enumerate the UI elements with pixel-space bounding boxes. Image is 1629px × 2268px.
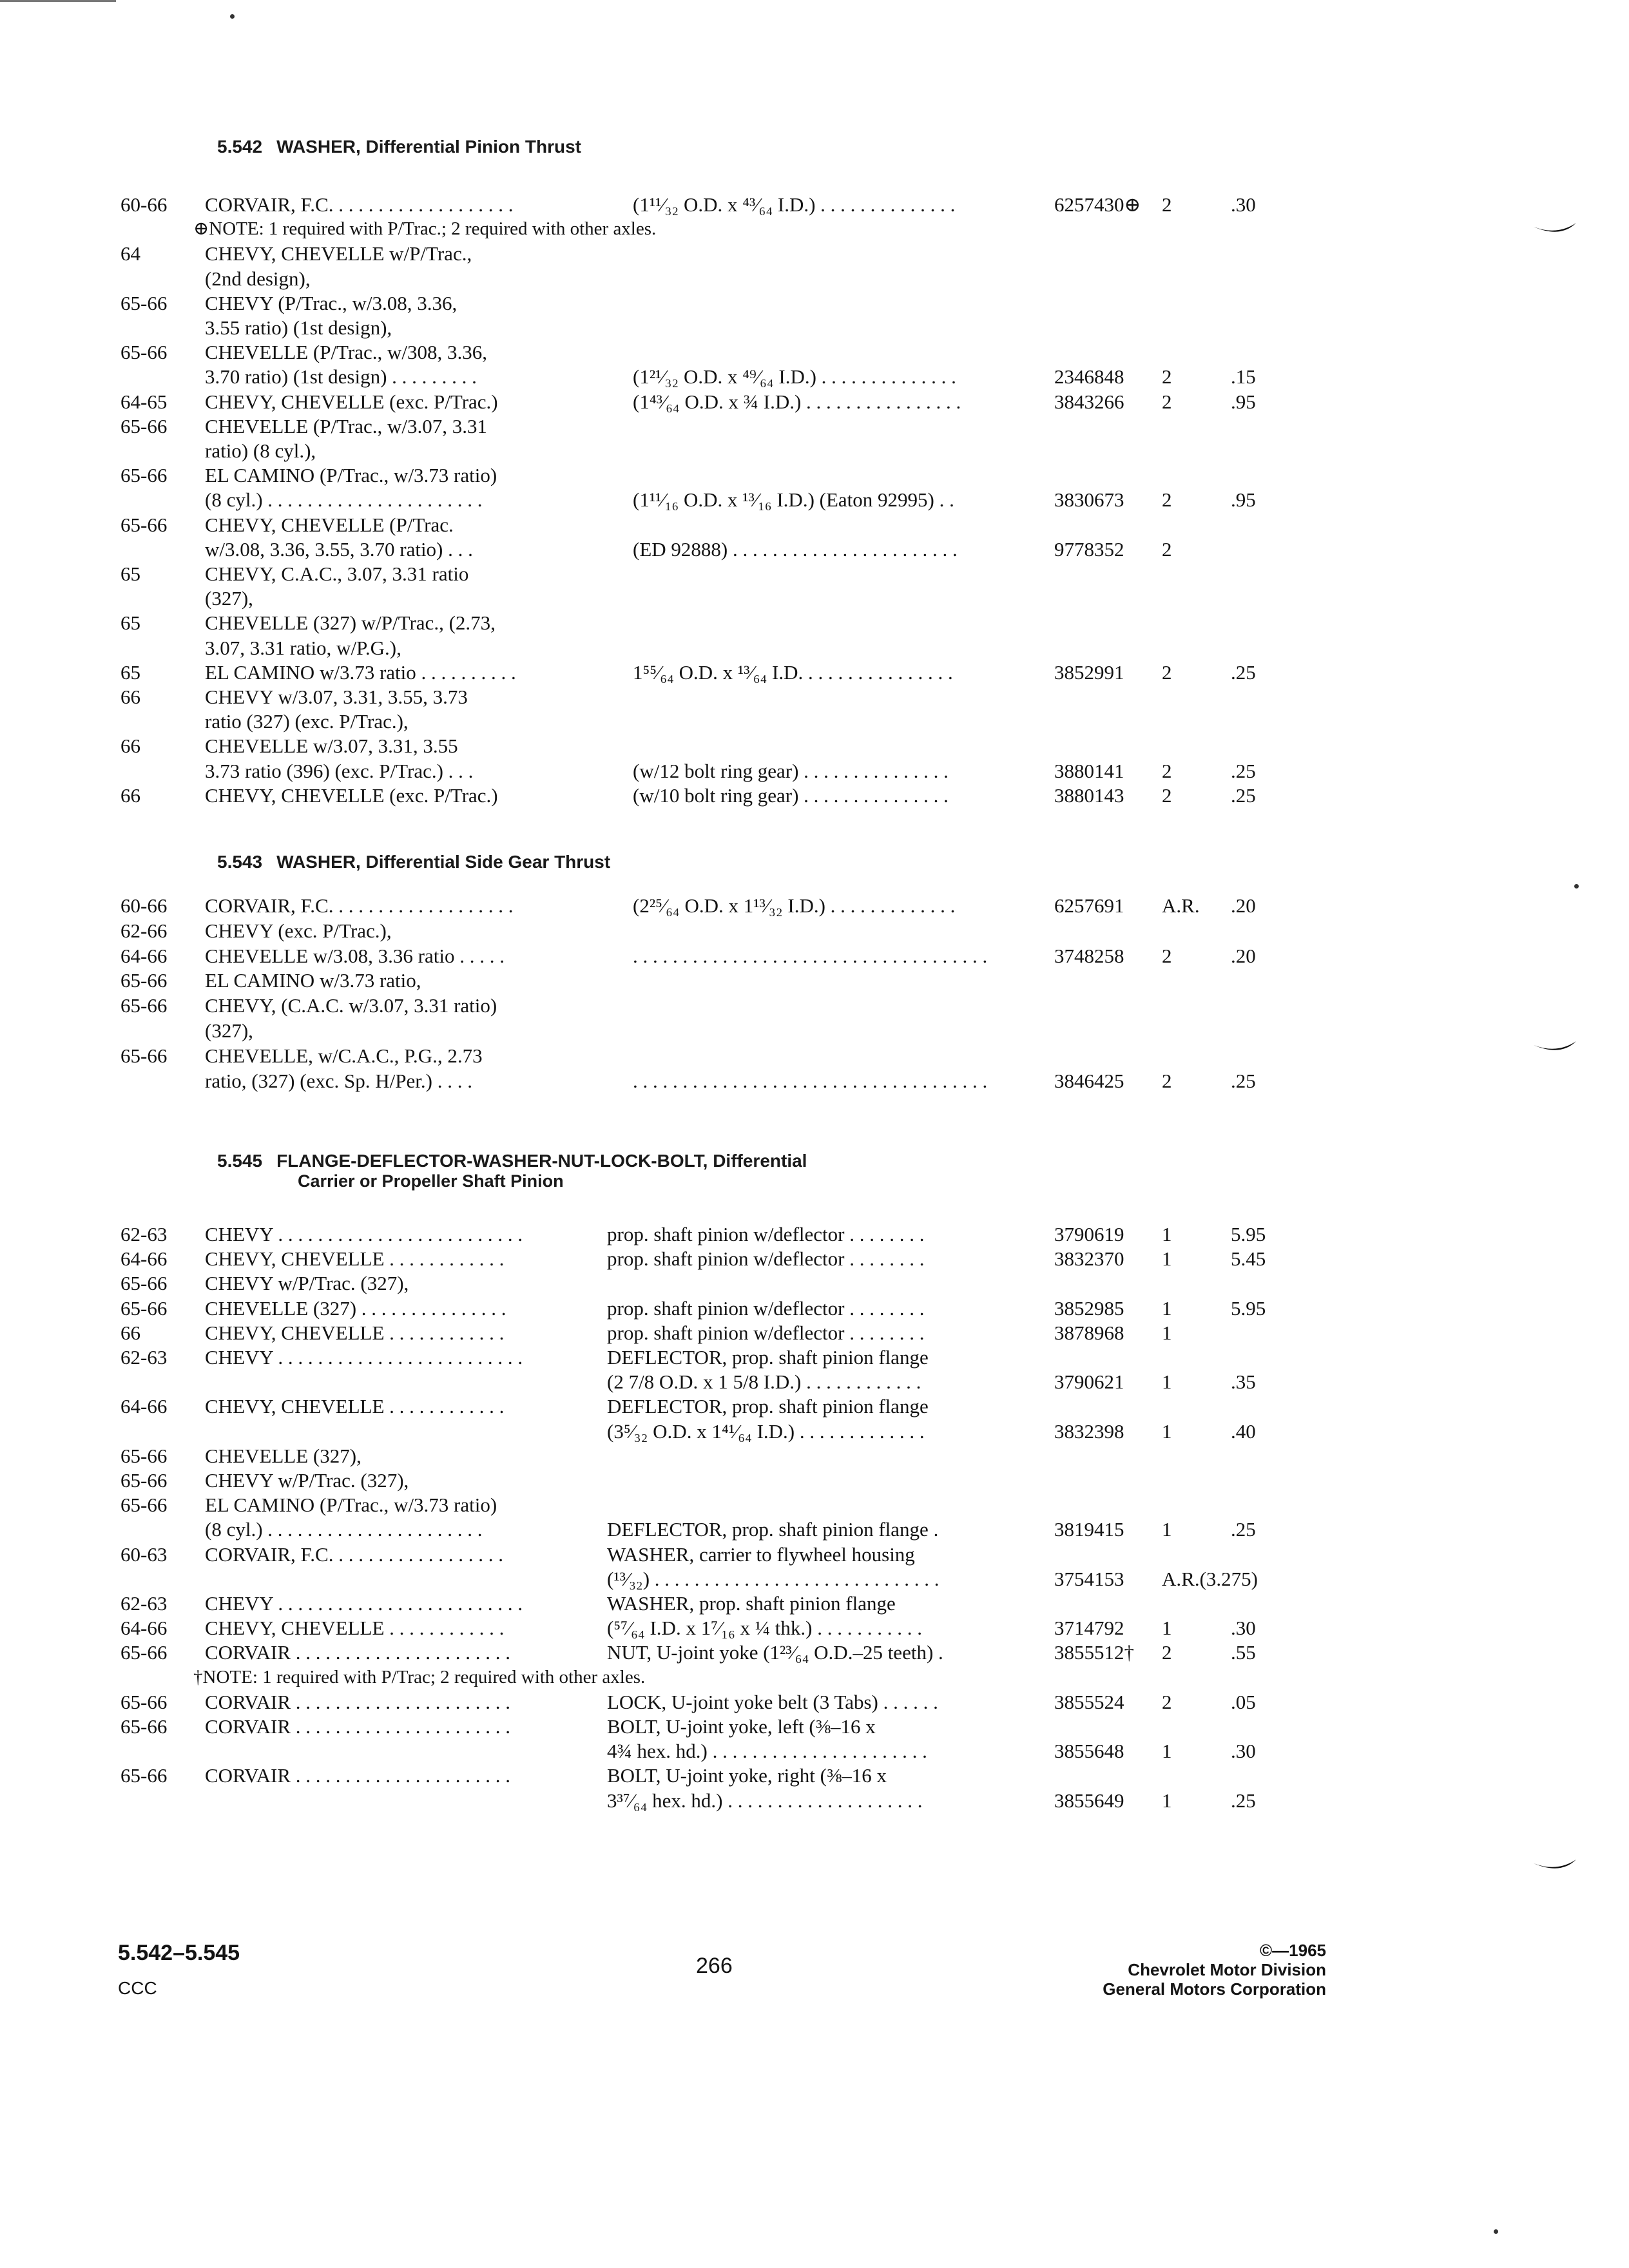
cell-mod: CHEVY, CHEVELLE w/P/Trac., [205, 242, 472, 265]
cell-desc2: DEFLECTOR, prop. shaft pinion flange [607, 1346, 929, 1369]
cell-desc2: 3³⁷⁄₆₄ hex. hd.) . . . . . . . . . . . . . . . . . . . . [607, 1789, 923, 1812]
footer-publisher [1103, 1941, 1326, 1999]
binder-mark [1532, 1856, 1577, 1875]
cell-mod: (327), [205, 1019, 253, 1042]
cell-part: 3754153 [1054, 1568, 1124, 1590]
cell-yr: 65-66 [120, 292, 168, 314]
cell-desc2: prop. shaft pinion w/deflector . . . . . . . . [607, 1297, 925, 1320]
section-heading-5543 [217, 852, 610, 872]
cell-desc2: BOLT, U-joint yoke, left (⅜–16 x [607, 1715, 876, 1738]
cell-price: .25 [1231, 1518, 1256, 1541]
cell-mod: CHEVELLE (327) w/P/Trac., (2.73, [205, 611, 496, 634]
cell-price: .15 [1231, 365, 1256, 388]
cell-mod: CHEVY, CHEVELLE (exc. P/Trac.) [205, 784, 498, 807]
cell-desc2: (¹³⁄₃₂) . . . . . . . . . . . . . . . . . . . . . . . . . . . . . [607, 1568, 940, 1590]
cell-yr: 65 [120, 562, 140, 585]
cell-mod: EL CAMINO (P/Trac., w/3.73 ratio) [205, 464, 497, 486]
cell-yr: 66 [120, 1321, 140, 1344]
cell-qty: 1 [1162, 1518, 1172, 1541]
cell-part: 2346848 [1054, 365, 1124, 388]
cell-mod: CHEVY . . . . . . . . . . . . . . . . . . . . . . . . . [205, 1346, 523, 1369]
cell-part: 6257430⊕ [1054, 193, 1141, 216]
cell-price: .05 [1231, 1691, 1256, 1713]
cell-part: 6257691 [1054, 894, 1124, 917]
cell-part: 3819415 [1054, 1518, 1124, 1541]
cell-part: 9778352 [1054, 538, 1124, 561]
cell-mod: 3.70 ratio) (1st design) . . . . . . . . . [205, 365, 477, 388]
cell-yr: 65-66 [120, 415, 168, 437]
cell-yr: 64 [120, 242, 140, 265]
cell-price: .95 [1231, 390, 1256, 413]
cell-mod: CHEVY . . . . . . . . . . . . . . . . . . . . . . . . . [205, 1223, 523, 1245]
cell-yr: 65-66 [120, 1469, 168, 1492]
cell-qty: 2 [1162, 784, 1172, 807]
cell-mod: EL CAMINO (P/Trac., w/3.73 ratio) [205, 1494, 497, 1516]
cell-price: .25 [1231, 661, 1256, 684]
section-number: 5.545 [217, 1151, 263, 1171]
cell-mod: (2nd design), [205, 267, 311, 290]
cell-yr: 60-66 [120, 193, 168, 216]
cell-price: .30 [1231, 1740, 1256, 1762]
section-title: FLANGE-DEFLECTOR-WASHER-NUT-LOCK-BOLT, Differential [276, 1151, 807, 1171]
cell-desc: (w/12 bolt ring gear) . . . . . . . . . . . . . . . [633, 760, 949, 782]
cell-mod: 3.07, 3.31 ratio, w/P.G.), [205, 637, 401, 659]
cell-price: .30 [1231, 193, 1256, 216]
cell-part: 3714792 [1054, 1617, 1124, 1639]
cell-mod: CHEVELLE, w/C.A.C., P.G., 2.73 [205, 1044, 483, 1067]
cell-qty: 1 [1162, 1740, 1172, 1762]
footer-corporation: General Motors Corporation [1103, 1979, 1326, 1999]
cell-yr: 65-66 [120, 1494, 168, 1516]
cell-qty: 1 [1162, 1789, 1172, 1812]
cell-qty: 1 [1162, 1321, 1172, 1344]
cell-yr: 64-66 [120, 945, 168, 967]
scan-dot [230, 14, 235, 19]
cell-yr: 66 [120, 686, 140, 708]
cell-desc2: prop. shaft pinion w/deflector . . . . . . . . [607, 1247, 925, 1270]
cell-price: .20 [1231, 894, 1256, 917]
cell-qty: 2 [1162, 488, 1172, 511]
cell-mod: CORVAIR, F.C. . . . . . . . . . . . . . . . . . . [205, 894, 514, 917]
cell-yr: 65-66 [120, 1641, 168, 1664]
cell-mod: CHEVY w/P/Trac. (327), [205, 1469, 409, 1492]
cell-mod: CHEVY w/P/Trac. (327), [205, 1272, 409, 1294]
cell-desc2: (3⁵⁄₃₂ O.D. x 1⁴¹⁄₆₄ I.D.) . . . . . . . . . . . . . [607, 1420, 925, 1443]
cell-desc: (ED 92888) . . . . . . . . . . . . . . . . . . . . . . . [633, 538, 958, 561]
cell-yr: 64-66 [120, 1395, 168, 1418]
cell-qty: 1 [1162, 1617, 1172, 1639]
cell-part: 3880141 [1054, 760, 1124, 782]
cell-desc: (2²⁵⁄₆₄ O.D. x 1¹³⁄₃₂ I.D.) . . . . . . . . . . . . . [633, 894, 956, 917]
cell-qty: 2 [1162, 193, 1172, 216]
cell-yr: 65-66 [120, 1715, 168, 1738]
cell-mod: 3.73 ratio (396) (exc. P/Trac.) . . . [205, 760, 474, 782]
cell-mod: ratio (327) (exc. P/Trac.), [205, 710, 409, 733]
cell-desc: . . . . . . . . . . . . . . . . . . . . . . . . . . . . . . . . . . . . [633, 945, 988, 967]
cell-mod: CHEVELLE w/3.08, 3.36 ratio . . . . . [205, 945, 505, 967]
cell-yr: 65-66 [120, 1044, 168, 1067]
cell-desc2: prop. shaft pinion w/deflector . . . . . . . . [607, 1223, 925, 1245]
cell-part: 3748258 [1054, 945, 1124, 967]
cell-price: .25 [1231, 784, 1256, 807]
cell-price: .25 [1231, 760, 1256, 782]
cell-yr: 65-66 [120, 1297, 168, 1320]
cell-price: 5.95 [1231, 1223, 1266, 1245]
cell-yr: 64-66 [120, 1247, 168, 1270]
cell-yr: 65 [120, 611, 140, 634]
cell-desc: (1⁴³⁄₆₄ O.D. x ¾ I.D.) . . . . . . . . . . . . . . . . [633, 390, 961, 413]
cell-mod: CHEVY . . . . . . . . . . . . . . . . . . . . . . . . . [205, 1592, 523, 1615]
cell-qty: 2 [1162, 1691, 1172, 1713]
cell-price: .55 [1231, 1641, 1256, 1664]
cell-mod: (8 cyl.) . . . . . . . . . . . . . . . . . . . . . . [205, 488, 483, 511]
cell-qty: 2 [1162, 1070, 1172, 1092]
cell-desc2: WASHER, carrier to flywheel housing [607, 1543, 915, 1566]
cell-desc: (1¹¹⁄₁₆ O.D. x ¹³⁄₁₆ I.D.) (Eaton 92995) . . [633, 488, 954, 511]
binder-mark [1532, 219, 1577, 238]
cell-qty: 1 [1162, 1223, 1172, 1245]
cell-part: 3855524 [1054, 1691, 1124, 1713]
cell-part: 3832398 [1054, 1420, 1124, 1443]
cell-mod: CHEVY, CHEVELLE . . . . . . . . . . . . [205, 1247, 505, 1270]
cell-qty: 2 [1162, 365, 1172, 388]
cell-qty: 1 [1162, 1247, 1172, 1270]
cell-mod: CHEVY, CHEVELLE . . . . . . . . . . . . [205, 1395, 505, 1418]
cell-desc: (1²¹⁄₃₂ O.D. x ⁴⁹⁄₆₄ I.D.) . . . . . . . . . . . . . . [633, 365, 956, 388]
cell-qty: 1 [1162, 1420, 1172, 1443]
cell-mod: CHEVY, C.A.C., 3.07, 3.31 ratio [205, 562, 469, 585]
cell-mod: CHEVELLE (P/Trac., w/3.07, 3.31 [205, 415, 487, 437]
cell-mod: CHEVELLE (327), [205, 1445, 361, 1467]
cell-qty: A.R.(3.275) [1162, 1568, 1258, 1590]
cell-yr: 65-66 [120, 969, 168, 992]
section-number: 5.543 [217, 852, 263, 872]
cell-desc2: prop. shaft pinion w/deflector . . . . . . . . [607, 1321, 925, 1344]
section-number: 5.542 [217, 137, 263, 157]
cell-mod: CHEVELLE (P/Trac., w/308, 3.36, [205, 341, 487, 363]
cell-price: .20 [1231, 945, 1256, 967]
cell-qty: 2 [1162, 390, 1172, 413]
cell-mod: CHEVY w/3.07, 3.31, 3.55, 3.73 [205, 686, 468, 708]
cell-price: .25 [1231, 1789, 1256, 1812]
cell-mod: ratio) (8 cyl.), [205, 439, 316, 462]
cell-yr: 62-63 [120, 1346, 168, 1369]
cell-price: 5.45 [1231, 1247, 1266, 1270]
cell-yr: 62-63 [120, 1592, 168, 1615]
cell-part: 3846425 [1054, 1070, 1124, 1092]
cell-yr: 64-66 [120, 1617, 168, 1639]
binder-mark [1532, 1037, 1577, 1057]
cell-qty: 1 [1162, 1297, 1172, 1320]
cell-mod: CORVAIR, F.C. . . . . . . . . . . . . . . . . . [205, 1543, 503, 1566]
cell-desc2: NUT, U-joint yoke (1²³⁄₆₄ O.D.–25 teeth) . [607, 1641, 943, 1664]
cell-part: 3855649 [1054, 1789, 1124, 1812]
footnote: †NOTE: 1 required with P/Trac; 2 required with other axles. [193, 1667, 646, 1687]
cell-part: 3790619 [1054, 1223, 1124, 1245]
cell-desc: (w/10 bolt ring gear) . . . . . . . . . . . . . . . [633, 784, 949, 807]
footer-division: Chevrolet Motor Division [1128, 1960, 1326, 1979]
cell-part: 3832370 [1054, 1247, 1124, 1270]
cell-mod: (327), [205, 587, 253, 610]
cell-mod: w/3.08, 3.36, 3.55, 3.70 ratio) . . . [205, 538, 473, 561]
cell-qty: 1 [1162, 1370, 1172, 1393]
cell-qty: 2 [1162, 760, 1172, 782]
cell-mod: EL CAMINO w/3.73 ratio . . . . . . . . . . [205, 661, 516, 684]
cell-mod: CHEVY, CHEVELLE . . . . . . . . . . . . [205, 1321, 505, 1344]
cell-mod: EL CAMINO w/3.73 ratio, [205, 969, 421, 992]
cell-desc2: WASHER, prop. shaft pinion flange [607, 1592, 896, 1615]
cell-yr: 60-66 [120, 894, 168, 917]
cell-part: 3852991 [1054, 661, 1124, 684]
cell-part: 3880143 [1054, 784, 1124, 807]
cell-yr: 64-65 [120, 390, 168, 413]
cell-desc2: DEFLECTOR, prop. shaft pinion flange [607, 1395, 929, 1418]
footer-copyright: ©—1965 [1260, 1941, 1326, 1960]
cell-yr: 65-66 [120, 464, 168, 486]
cell-yr: 66 [120, 735, 140, 757]
section-heading-5542 [217, 137, 581, 157]
cell-yr: 62-63 [120, 1223, 168, 1245]
cell-part: 3790621 [1054, 1370, 1124, 1393]
cell-yr: 65 [120, 661, 140, 684]
footnote: ⊕NOTE: 1 required with P/Trac.; 2 required with other axles. [193, 218, 657, 239]
cell-mod: CHEVY, CHEVELLE (P/Trac. [205, 514, 454, 536]
cell-mod: CORVAIR . . . . . . . . . . . . . . . . . . . . . . [205, 1715, 511, 1738]
cell-part: 3855648 [1054, 1740, 1124, 1762]
cell-mod: CHEVY, CHEVELLE (exc. P/Trac.) [205, 390, 498, 413]
cell-price: 5.95 [1231, 1297, 1266, 1320]
cell-qty: 2 [1162, 945, 1172, 967]
cell-qty: A.R. [1162, 894, 1200, 917]
footer-code: CCC [118, 1978, 157, 1998]
cell-qty: 2 [1162, 1641, 1172, 1664]
cell-part: 3855512† [1054, 1641, 1134, 1664]
cell-desc2: (2 7/8 O.D. x 1 5/8 I.D.) . . . . . . . . . . . . [607, 1370, 921, 1393]
section-title: WASHER, Differential Pinion Thrust [276, 137, 581, 157]
cell-yr: 62-66 [120, 919, 168, 942]
cell-mod: CHEVY, (C.A.C. w/3.07, 3.31 ratio) [205, 994, 497, 1017]
cell-desc: 1⁵⁵⁄₆₄ O.D. x ¹³⁄₆₄ I.D. . . . . . . . . . . . . . . . [633, 661, 953, 684]
cell-price: .40 [1231, 1420, 1256, 1443]
cell-part: 3878968 [1054, 1321, 1124, 1344]
cell-mod: 3.55 ratio) (1st design), [205, 316, 392, 339]
cell-desc2: (⁵⁷⁄₆₄ I.D. x 1⁷⁄₁₆ x ¼ thk.) . . . . . . . . . . . [607, 1617, 922, 1639]
cell-price: .35 [1231, 1370, 1256, 1393]
cell-yr: 65-66 [120, 1445, 168, 1467]
cell-desc2: BOLT, U-joint yoke, right (⅜–16 x [607, 1764, 887, 1787]
cell-part: 3852985 [1054, 1297, 1124, 1320]
cell-part: 3830673 [1054, 488, 1124, 511]
cell-mod: CHEVELLE w/3.07, 3.31, 3.55 [205, 735, 458, 757]
cell-part: 3843266 [1054, 390, 1124, 413]
cell-mod: CORVAIR . . . . . . . . . . . . . . . . . . . . . . [205, 1691, 511, 1713]
cell-mod: CHEVELLE (327) . . . . . . . . . . . . . . . [205, 1297, 506, 1320]
cell-desc2: LOCK, U-joint yoke belt (3 Tabs) . . . . . . [607, 1691, 938, 1713]
cell-mod: CHEVY (exc. P/Trac.), [205, 919, 392, 942]
section-subtitle: Carrier or Propeller Shaft Pinion [298, 1171, 564, 1191]
cell-desc2: 4¾ hex. hd.) . . . . . . . . . . . . . . . . . . . . . . [607, 1740, 927, 1762]
scan-dot [1574, 884, 1579, 889]
section-heading-5545 [217, 1151, 807, 1191]
cell-desc2: DEFLECTOR, prop. shaft pinion flange . [607, 1518, 939, 1541]
cell-price: .25 [1231, 1070, 1256, 1092]
cell-mod: CORVAIR . . . . . . . . . . . . . . . . . . . . . . [205, 1641, 511, 1664]
cell-yr: 65-66 [120, 994, 168, 1017]
section-title: WASHER, Differential Side Gear Thrust [276, 852, 611, 872]
cell-mod: CHEVY (P/Trac., w/3.08, 3.36, [205, 292, 458, 314]
cell-qty: 2 [1162, 661, 1172, 684]
cell-mod: (8 cyl.) . . . . . . . . . . . . . . . . . . . . . . [205, 1518, 483, 1541]
scan-edge-line [0, 0, 116, 2]
cell-price: .95 [1231, 488, 1256, 511]
cell-yr: 65-66 [120, 341, 168, 363]
cell-yr: 65-66 [120, 514, 168, 536]
cell-yr: 65-66 [120, 1764, 168, 1787]
cell-qty: 2 [1162, 538, 1172, 561]
cell-price: .30 [1231, 1617, 1256, 1639]
scan-dot [1494, 2229, 1498, 2234]
cell-yr: 65-66 [120, 1272, 168, 1294]
page-number: 266 [696, 1954, 733, 1978]
cell-desc: (1¹¹⁄₃₂ O.D. x ⁴³⁄₆₄ I.D.) . . . . . . . . . . . . . . [633, 193, 956, 216]
cell-yr: 60-63 [120, 1543, 168, 1566]
cell-desc: . . . . . . . . . . . . . . . . . . . . . . . . . . . . . . . . . . . . [633, 1070, 988, 1092]
cell-mod: CORVAIR . . . . . . . . . . . . . . . . . . . . . . [205, 1764, 511, 1787]
footer-range: 5.542–5.545 [118, 1941, 240, 1965]
cell-mod: CHEVY, CHEVELLE . . . . . . . . . . . . [205, 1617, 505, 1639]
cell-mod: CORVAIR, F.C. . . . . . . . . . . . . . . . . . . [205, 193, 514, 216]
cell-yr: 66 [120, 784, 140, 807]
cell-yr: 65-66 [120, 1691, 168, 1713]
cell-mod: ratio, (327) (exc. Sp. H/Per.) . . . . [205, 1070, 472, 1092]
